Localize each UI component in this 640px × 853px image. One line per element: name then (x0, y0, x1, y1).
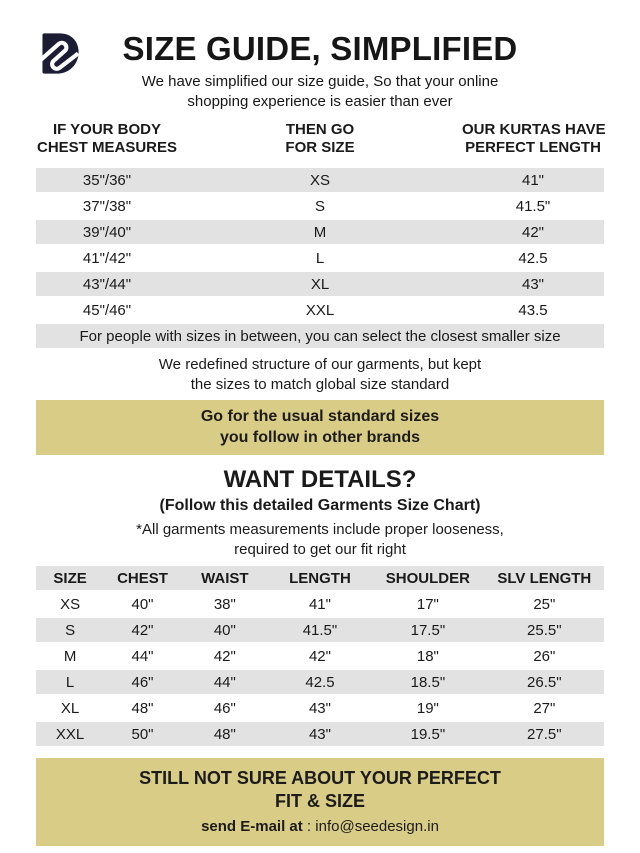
cell-size: XS (60, 595, 81, 613)
cell-length: 41" (308, 595, 331, 613)
cell-slv-length: 25" (533, 595, 556, 613)
cell-size: L (315, 249, 325, 267)
want-details-title: WANT DETAILS? (223, 466, 417, 493)
cell-waist: 44" (213, 673, 236, 691)
cell-slv-length: 26.5" (527, 673, 562, 691)
cell-size: XL (60, 699, 80, 717)
cell-size: L (65, 673, 75, 691)
cell-chest: 39"/40" (82, 223, 132, 241)
contact-banner-line2: FIT & SIZE (275, 791, 365, 812)
table-row (36, 592, 604, 616)
email-label: send E-mail at (201, 817, 303, 835)
cell-length: 41.5" (302, 621, 338, 639)
cell-length: 43" (308, 725, 331, 743)
cell-waist: 38" (213, 595, 236, 613)
cell-length: 43" (308, 699, 331, 717)
header-shoulder: SHOULDER (385, 569, 470, 587)
cell-slv-length: 27" (533, 699, 556, 717)
cell-length: 43.5 (518, 301, 548, 319)
email-address: info@seedesign.in (315, 817, 439, 835)
header-chest: CHEST (117, 569, 168, 587)
cell-length: 42" (521, 223, 544, 241)
cell-waist: 40" (213, 621, 236, 639)
brand-logo (37, 31, 79, 76)
cell-size: M (63, 647, 77, 665)
cell-shoulder: 17.5" (410, 621, 446, 639)
header-slv-length: SLV LENGTH (497, 569, 592, 587)
header-size: SIZE (53, 569, 87, 587)
cell-length: 42" (308, 647, 331, 665)
cell-shoulder: 19.5" (410, 725, 446, 743)
cell-slv-length: 26" (533, 647, 556, 665)
cell-chest: 44" (131, 647, 154, 665)
cell-chest: 41"/42" (82, 249, 132, 267)
size-map-table-header (36, 121, 604, 158)
sd-monogram-icon (37, 31, 79, 76)
cell-slv-length: 27.5" (527, 725, 562, 743)
cell-waist: 42" (213, 647, 236, 665)
restructure-note: We redefined structure of our garments, but kept the sizes to match global size standard (158, 356, 482, 393)
cell-waist: 46" (213, 699, 236, 717)
header-waist: WAIST (201, 569, 249, 587)
size-map-col-length-header: OUR KURTAS HAVE PERFECT LENGTH (462, 120, 606, 156)
cell-length: 42.5 (518, 249, 548, 267)
standard-sizes-banner: Go for the usual standard sizes you follow in other brands (36, 400, 604, 455)
cell-chest: 48" (131, 699, 154, 717)
table-row (36, 618, 604, 642)
table-row (36, 722, 604, 746)
table-row (36, 168, 604, 192)
cell-chest: 46" (131, 673, 154, 691)
cell-size: S (65, 621, 76, 639)
table-row (36, 298, 604, 322)
cell-chest: 35"/36" (82, 171, 132, 189)
table-row (36, 246, 604, 270)
in-between-sizes-note: For people with sizes in between, you can select the closest smaller size (36, 324, 604, 348)
garment-size-table (36, 566, 604, 746)
cell-size: XXL (55, 725, 85, 743)
email-separator: : (302, 817, 316, 835)
cell-size: M (313, 223, 327, 241)
cell-slv-length: 25.5" (527, 621, 562, 639)
cell-waist: 48" (213, 725, 236, 743)
cell-chest: 45"/46" (82, 301, 132, 319)
header-length: LENGTH (289, 569, 351, 587)
contact-email-line (36, 818, 604, 835)
cell-chest: 40" (131, 595, 154, 613)
cell-chest: 43"/44" (82, 275, 132, 293)
cell-length: 43" (521, 275, 544, 293)
cell-size: XXL (305, 301, 335, 319)
table-row (36, 644, 604, 668)
contact-banner (36, 758, 604, 846)
table-row (36, 272, 604, 296)
contact-banner-line1: STILL NOT SURE ABOUT YOUR PERFECT (139, 768, 501, 788)
looseness-note: *All garments measurements include proper looseness, required to get our fit right (136, 521, 504, 558)
cell-chest: 37"/38" (82, 197, 132, 215)
cell-shoulder: 18" (416, 647, 439, 665)
cell-chest: 50" (131, 725, 154, 743)
size-map-col-chest-header: IF YOUR BODY CHEST MEASURES (36, 120, 178, 156)
page-title: SIZE GUIDE, SIMPLIFIED (122, 30, 518, 67)
cell-size: XL (310, 275, 330, 293)
table-row (36, 670, 604, 694)
cell-shoulder: 17" (416, 595, 439, 613)
page-subtitle-line1: We have simplified our size guide, So that your online (141, 73, 499, 90)
size-map-col-size-header: THEN GO FOR SIZE (285, 120, 355, 156)
cell-shoulder: 18.5" (410, 673, 446, 691)
table-row (36, 220, 604, 244)
garment-table-header-row (36, 566, 604, 590)
cell-length: 41" (521, 171, 544, 189)
table-row (36, 194, 604, 218)
table-row (36, 696, 604, 720)
want-details-subtitle: (Follow this detailed Garments Size Chart) (159, 497, 481, 514)
cell-size: S (314, 197, 325, 215)
cell-length: 41.5" (515, 197, 551, 215)
cell-size: XS (309, 171, 330, 189)
page-subtitle (0, 72, 640, 112)
page-subtitle-line2: shopping experience is easier than ever (187, 92, 453, 110)
cell-shoulder: 19" (416, 699, 439, 717)
cell-chest: 42" (131, 621, 154, 639)
cell-length: 42.5 (305, 673, 335, 691)
